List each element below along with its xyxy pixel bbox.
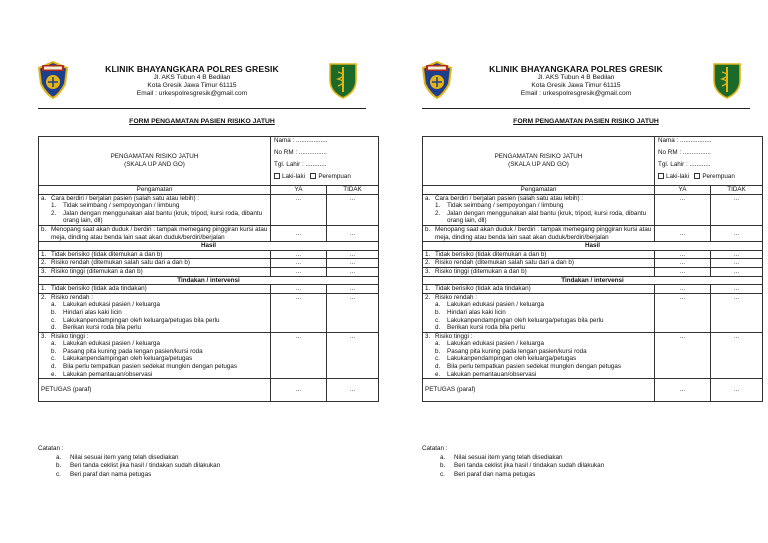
observation-text: Menopang saat akan duduk / berdiri : tampak memegang pinggiran kursi atau meja, dinding atau benda lain saat akan duduk/berdiri/berjalan <box>435 225 652 241</box>
patient-name-field[interactable]: Nama : .................. <box>271 137 379 150</box>
hasil-item <box>39 250 271 259</box>
sub-letter: b. <box>51 308 57 316</box>
tindakan-item-3 <box>423 332 655 379</box>
male-checkbox[interactable] <box>658 173 664 179</box>
item-number: 1. <box>41 250 47 258</box>
patient-gender-field <box>655 173 763 186</box>
yes-cell[interactable]: ... <box>271 225 327 241</box>
petugas-no-cell[interactable]: ... <box>711 379 763 402</box>
no-cell[interactable]: ... <box>711 194 763 225</box>
sub-letter: a. <box>435 340 441 348</box>
sub-text: Hindari alas kaki licin <box>63 308 122 316</box>
female-label: Perempuan <box>318 173 351 180</box>
item-number: 1. <box>435 202 441 210</box>
no-cell[interactable]: ... <box>711 259 763 268</box>
sub-text: Bila perlu tempatkan pasien sedekat mungkin dengan petugas <box>447 363 621 371</box>
clinic-email: Email : urkespolresgresik@gmail.com <box>136 90 248 98</box>
petugas-label: PETUGAS (paraf) <box>39 379 271 402</box>
letterhead <box>444 64 708 99</box>
tindakan-item-1 <box>423 285 655 294</box>
no-cell[interactable]: ... <box>711 285 763 294</box>
yes-cell[interactable]: ... <box>271 267 327 276</box>
item-text: Tidak berisiko (tidak ada tindakan) <box>51 285 147 293</box>
no-cell[interactable]: ... <box>711 267 763 276</box>
clinic-address-city: Kota Gresik Jawa Timur 61115 <box>531 82 621 90</box>
sub-letter: e. <box>51 370 57 378</box>
sub-text: Pasang pita kuning pada lengan pasien/kursi roda <box>447 347 587 355</box>
item-text: Risiko rendah (ditemukan salah satu dari a dan b) <box>51 259 190 267</box>
clinic-email: Email : urkespolresgresik@gmail.com <box>520 90 632 98</box>
note-text: Beri tanda ceklist jika hasil / tindakan sudah dilakukan <box>454 462 605 470</box>
note-text: Beri paraf dan nama petugas <box>70 470 152 478</box>
sub-text: Lakukan edukasi pasien / keluarga <box>63 301 160 309</box>
clinic-name: KLINIK BHAYANGKARA POLRES GRESIK <box>489 64 663 74</box>
yes-cell[interactable]: ... <box>655 225 711 241</box>
sub-letter: c. <box>435 355 440 363</box>
sub-letter: b. <box>435 347 441 355</box>
yes-cell[interactable]: ... <box>271 332 327 379</box>
patient-rm-field[interactable]: No RM : ................ <box>655 149 763 161</box>
item-number: 2. <box>425 293 431 301</box>
hasil-heading: Hasil <box>39 242 379 251</box>
item-text: Risiko tinggi (ditemukan a dan b) <box>435 267 527 275</box>
observation-a <box>423 194 655 225</box>
note-letter: c. <box>56 470 61 478</box>
sub-letter: d. <box>435 363 441 371</box>
petugas-no-cell[interactable]: ... <box>327 379 379 402</box>
item-text: Jalan dengan menggunakan alat bantu (kruk, tripod, kursi roda, dibantu orang lain, dll) <box>447 209 647 225</box>
form-title: FORM PENGAMATAN PASIEN RISIKO JATUH <box>513 118 659 125</box>
item-text: Jalan dengan menggunakan alat bantu (kruk, tripod, kursi roda, dibantu orang lain, dll) <box>63 209 263 225</box>
note-letter: b. <box>56 462 62 470</box>
item-text: Risiko rendah (ditemukan salah satu dari a dan b) <box>435 259 574 267</box>
yes-cell[interactable]: ... <box>271 293 327 332</box>
yes-cell[interactable]: ... <box>655 194 711 225</box>
assessment-subtitle: (SKALA UP AND GO) <box>508 161 569 168</box>
sub-letter: c. <box>51 355 56 363</box>
observation-text: Cara berdiri / berjalan pasien (salah satu atau lebih) : <box>51 194 200 202</box>
tindakan-item-3 <box>39 332 271 379</box>
sub-text: Lakukanpendampingan oleh keluarga/petugas bila perlu <box>63 316 220 324</box>
item-text: Risiko tinggi : <box>435 332 473 340</box>
sub-text: Lakukan edukasi pasien / keluarga <box>447 340 544 348</box>
patient-name-field[interactable]: Nama : .................. <box>655 137 763 150</box>
sub-text: Lakukan edukasi pasien / keluarga <box>447 301 544 309</box>
item-text: Tidak berisiko (tidak ada tindakan) <box>435 285 531 293</box>
item-text: Risiko tinggi : <box>51 332 89 340</box>
form-title: FORM PENGAMATAN PASIEN RISIKO JATUH <box>129 118 275 125</box>
sub-text: Lakukanpendampingan oleh keluarga/petugas bila perlu <box>447 316 604 324</box>
observation-letter: b. <box>425 225 431 233</box>
column-header-yes: YA <box>655 186 711 195</box>
medical-shield-logo <box>326 60 360 100</box>
clinic-address-street: Jl. AKS Tubun 4 B Bedilan <box>153 74 231 81</box>
yes-cell[interactable]: ... <box>271 250 327 259</box>
column-header-observation: Pengamatan <box>423 186 655 195</box>
sub-letter: d. <box>435 324 441 332</box>
observation-b <box>423 225 655 241</box>
clinic-address-street: Jl. AKS Tubun 4 B Bedilan <box>537 74 615 81</box>
no-cell[interactable]: ... <box>711 332 763 379</box>
clinic-name: KLINIK BHAYANGKARA POLRES GRESIK <box>105 64 279 74</box>
item-number: 1. <box>41 285 47 293</box>
observation-text: Cara berdiri / berjalan pasien (salah satu atau lebih) : <box>435 194 584 202</box>
sub-letter: a. <box>435 301 441 309</box>
item-number: 3. <box>41 267 47 275</box>
form-copy-right <box>384 0 768 543</box>
patient-dob-field[interactable]: Tgl. Lahir : ............ <box>655 161 763 173</box>
tindakan-heading: Tindakan / intervensi <box>423 276 763 285</box>
column-header-no: TIDAK <box>711 186 763 195</box>
yes-cell[interactable]: ... <box>655 332 711 379</box>
yes-cell[interactable]: ... <box>655 259 711 268</box>
hasil-item <box>39 259 271 268</box>
sub-text: Pasang pita kuning pada lengan pasien/kursi roda <box>63 347 203 355</box>
observation-letter: b. <box>41 225 47 233</box>
header-divider <box>422 108 750 109</box>
observation-letter: a. <box>41 194 47 202</box>
patient-gender-field <box>271 173 379 186</box>
item-number: 2. <box>41 293 47 301</box>
note-letter: c. <box>440 470 445 478</box>
catatan-title: Catatan : <box>422 445 448 452</box>
petugas-yes-cell[interactable]: ... <box>271 379 327 402</box>
no-cell[interactable]: ... <box>711 250 763 259</box>
sub-letter: e. <box>435 370 441 378</box>
item-text: Risiko rendah : <box>51 293 93 301</box>
no-cell[interactable]: ... <box>711 225 763 241</box>
clinic-address-city: Kota Gresik Jawa Timur 61115 <box>147 82 237 90</box>
assessment-title: PENGAMATAN RISIKO JATUH <box>110 153 199 161</box>
item-text: Tidak seimbang / sempoyongan / limbung <box>447 202 564 210</box>
hasil-item <box>423 250 655 259</box>
note-text: Beri paraf dan nama petugas <box>454 470 536 478</box>
observation-text: Menopang saat akan duduk / berdiri : tampak memegang pinggiran kursi atau meja, dinding atau benda lain saat akan duduk/berdiri/berjalan <box>51 225 268 241</box>
item-number: 1. <box>425 250 431 258</box>
female-checkbox[interactable] <box>310 173 316 179</box>
male-label: Laki-laki <box>666 173 690 180</box>
header-divider <box>38 108 366 109</box>
hasil-item <box>39 267 271 276</box>
sub-text: Berikan kursi roda bila perlu <box>447 324 526 332</box>
note-letter: b. <box>440 462 446 470</box>
sub-text: Lakukan pemantauan/observasi <box>63 370 153 378</box>
no-cell[interactable]: ... <box>327 259 379 268</box>
sub-letter: a. <box>51 340 57 348</box>
note-text: Nilai sesuai item yang telah disediakan <box>454 453 563 461</box>
sub-letter: b. <box>435 308 441 316</box>
female-label: Perempuan <box>702 173 735 180</box>
column-header-yes: YA <box>271 186 327 195</box>
sub-text: Bila perlu tempatkan pasien sedekat mungkin dengan petugas <box>63 363 237 371</box>
tindakan-item-2 <box>39 293 271 332</box>
hasil-item <box>423 267 655 276</box>
patient-rm-field[interactable]: No RM : ................ <box>271 149 379 161</box>
yes-cell[interactable]: ... <box>655 267 711 276</box>
yes-cell[interactable]: ... <box>655 250 711 259</box>
catatan-title: Catatan : <box>38 445 64 452</box>
sub-text: Berikan kursi roda bila perlu <box>63 324 142 332</box>
item-number: 2. <box>425 259 431 267</box>
item-text: Risiko rendah : <box>435 293 477 301</box>
column-header-no: TIDAK <box>327 186 379 195</box>
observation-b <box>39 225 271 241</box>
item-text: Risiko tinggi (ditemukan a dan b) <box>51 267 143 275</box>
sub-text: Lakukanpendampingan oleh keluarga/petugas <box>63 355 193 363</box>
yes-cell[interactable]: ... <box>271 285 327 294</box>
tindakan-heading: Tindakan / intervensi <box>39 276 379 285</box>
fall-risk-form-table <box>422 136 763 402</box>
sub-text: Lakukan pemantauan/observasi <box>447 370 537 378</box>
item-number: 2. <box>51 209 57 217</box>
observation-a <box>39 194 271 225</box>
hasil-heading: Hasil <box>423 242 763 251</box>
no-cell[interactable]: ... <box>327 250 379 259</box>
note-text: Beri tanda ceklist jika hasil / tindakan sudah dilakukan <box>70 462 221 470</box>
item-number: 2. <box>435 209 441 217</box>
assessment-subtitle: (SKALA UP AND GO) <box>124 161 185 168</box>
note-text: Nilai sesuai item yang telah disediakan <box>70 453 179 461</box>
sub-text: Lakukan edukasi pasien / keluarga <box>63 340 160 348</box>
hasil-item <box>423 259 655 268</box>
petugas-label: PETUGAS (paraf) <box>423 379 655 402</box>
observation-letter: a. <box>425 194 431 202</box>
yes-cell[interactable]: ... <box>271 259 327 268</box>
item-text: Tidak seimbang / sempoyongan / limbung <box>63 202 180 210</box>
note-letter: a. <box>56 453 62 461</box>
no-cell[interactable]: ... <box>327 293 379 332</box>
item-number: 1. <box>425 285 431 293</box>
yes-cell[interactable]: ... <box>655 285 711 294</box>
fall-risk-form-table <box>38 136 379 402</box>
male-label: Laki-laki <box>282 173 306 180</box>
tindakan-item-1 <box>39 285 271 294</box>
no-cell[interactable]: ... <box>711 293 763 332</box>
yes-cell[interactable]: ... <box>271 194 327 225</box>
item-number: 3. <box>41 332 47 340</box>
sub-letter: c. <box>51 316 56 324</box>
catatan-notes <box>38 445 368 479</box>
assessment-title-cell <box>39 137 271 186</box>
assessment-title: PENGAMATAN RISIKO JATUH <box>494 153 583 161</box>
no-cell[interactable]: ... <box>327 285 379 294</box>
patient-dob-field[interactable]: Tgl. Lahir : ............ <box>271 161 379 173</box>
catatan-notes <box>422 445 752 479</box>
no-cell[interactable]: ... <box>327 267 379 276</box>
sub-letter: c. <box>435 316 440 324</box>
item-number: 1. <box>51 202 57 210</box>
sub-letter: a. <box>51 301 57 309</box>
no-cell[interactable]: ... <box>327 194 379 225</box>
item-number: 3. <box>425 267 431 275</box>
sub-text: Hindari alas kaki licin <box>447 308 506 316</box>
letterhead <box>60 64 324 99</box>
female-checkbox[interactable] <box>694 173 700 179</box>
assessment-title-cell <box>423 137 655 186</box>
petugas-yes-cell[interactable]: ... <box>655 379 711 402</box>
sub-text: Lakukanpendampingan oleh keluarga/petugas <box>447 355 577 363</box>
yes-cell[interactable]: ... <box>655 293 711 332</box>
male-checkbox[interactable] <box>274 173 280 179</box>
sub-letter: d. <box>51 363 57 371</box>
sub-letter: b. <box>51 347 57 355</box>
item-number: 3. <box>425 332 431 340</box>
column-header-observation: Pengamatan <box>39 186 271 195</box>
note-letter: a. <box>440 453 446 461</box>
tindakan-item-2 <box>423 293 655 332</box>
sub-letter: d. <box>51 324 57 332</box>
item-text: Tidak berisiko (tidak ditemukan a dan b) <box>51 250 163 258</box>
no-cell[interactable]: ... <box>327 332 379 379</box>
medical-shield-logo <box>710 60 744 100</box>
item-text: Tidak berisiko (tidak ditemukan a dan b) <box>435 250 547 258</box>
no-cell[interactable]: ... <box>327 225 379 241</box>
item-number: 2. <box>41 259 47 267</box>
